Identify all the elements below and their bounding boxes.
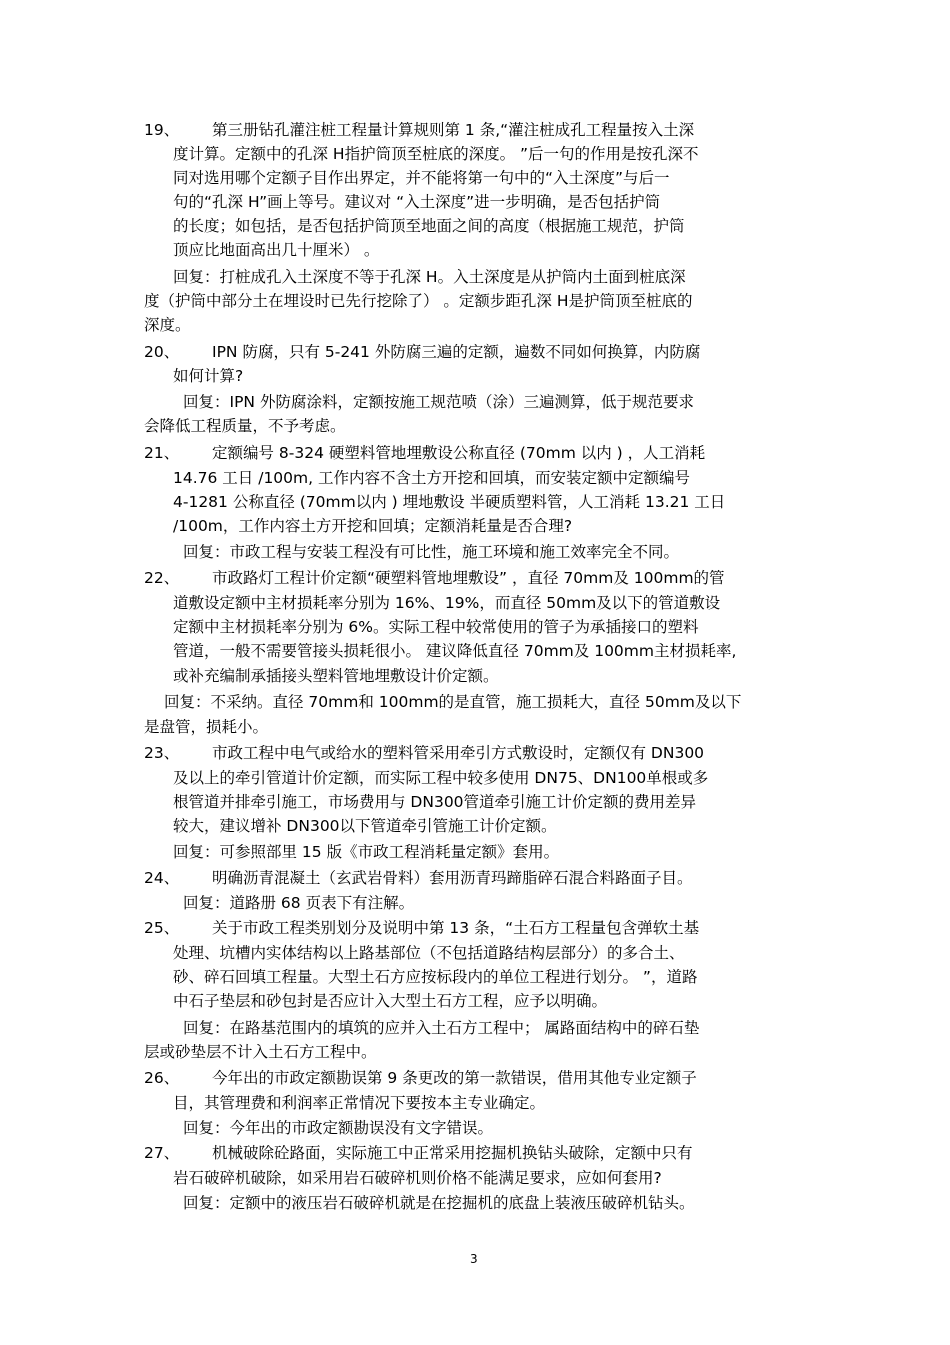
item-number: 22、: [144, 569, 180, 587]
question-line: 及以上的牵引管道计价定额，而实际工程中较多使用 DN75、DN100单根或多: [173, 769, 709, 787]
question-line: 道敷设定额中主材损耗率分别为 16%、19%，而直径 50mm及以下的管道敷设: [173, 594, 721, 612]
question-line: 市政工程中电气或给水的塑料管采用牵引方式敷设时，定额仅有 DN300: [212, 744, 705, 762]
question-line: 市政路灯工程计价定额“硬塑料管地埋敷设” ，直径 70mm及 100mm的管: [212, 569, 725, 587]
item-number: 26、: [144, 1069, 180, 1087]
reply-line: 回复：打桩成孔入土深度不等于孔深 H。入土深度是从护筒内土面到桩底深: [173, 268, 686, 286]
question-line: 句的“孔深 H”画上等号。建议对 “入土深度”进一步明确，是否包括护筒: [173, 193, 661, 211]
question-line: 处理、坑槽内实体结构以上路基部位（不包括道路结构层部分）的多合土、: [173, 944, 685, 962]
reply-line: 深度。: [144, 316, 191, 334]
reply-line: 回复：可参照部里 15 版《市政工程消耗量定额》套用。: [173, 843, 560, 861]
item-number: 19、: [144, 121, 180, 139]
question-line: 目，其管理费和利润率正常情况下要按本主专业确定。: [173, 1094, 546, 1112]
page-number: 3: [470, 1252, 478, 1266]
reply-line: 回复：不采纳。直径 70mm和 100mm的是直管，施工损耗大，直径 50mm及以下: [164, 693, 742, 711]
item-number: 27、: [144, 1144, 180, 1162]
item-number: 21、: [144, 444, 180, 462]
question-line: 管道，一般不需要管接头损耗很小。 建议降低直径 70mm及 100mm主材损耗率,: [173, 642, 737, 660]
question-line: 定额中主材损耗率分别为 6%。实际工程中较常使用的管子为承插接口的塑料: [173, 618, 699, 636]
question-line: 今年出的市政定额勘误第 9 条更改的第一款错误，借用其他专业定额子: [212, 1069, 697, 1087]
reply-line: 回复：市政工程与安装工程没有可比性，施工环境和施工效率完全不同。: [183, 543, 680, 561]
reply-line: 回复：定额中的液压岩石破碎机就是在挖掘机的底盘上装液压破碎机钻头。: [183, 1194, 695, 1212]
question-line: IPN 防腐，只有 5-241 外防腐三遍的定额，遍数不同如何换算，内防腐: [212, 343, 701, 361]
question-line: 14.76 工日 /100m, 工作内容不含土方开挖和回填，而安装定额中定额编号: [173, 469, 690, 487]
question-line: 第三册钻孔灌注桩工程量计算规则第 1 条,“灌注桩成孔工程量按入土深: [212, 121, 695, 139]
question-line: 度计算。定额中的孔深 H指护筒顶至桩底的深度。 ”后一句的作用是按孔深不: [173, 145, 699, 163]
question-line: 如何计算?: [173, 367, 244, 385]
question-line: 明确沥青混凝土（玄武岩骨料）套用沥青玛蹄脂碎石混合料路面子目。: [212, 869, 693, 887]
question-line: 定额编号 8-324 硬塑料管地埋敷设公称直径 (70mm 以内 ) ，人工消耗: [212, 444, 706, 462]
question-line: 较大，建议增补 DN300以下管道牵引管施工计价定额。: [173, 817, 557, 835]
reply-line: 回复：今年出的市政定额勘误没有文字错误。: [183, 1119, 494, 1137]
item-number: 23、: [144, 744, 180, 762]
question-line: /100m，工作内容土方开挖和回填；定额消耗量是否合理?: [173, 517, 573, 535]
question-line: 同对选用哪个定额子目作出界定，并不能将第一句中的“入土深度”与后一: [173, 169, 670, 187]
question-line: 或补充编制承插接头塑料管地埋敷设计价定额。: [173, 667, 499, 685]
reply-line: 层或砂垫层不计入土石方工程中。: [144, 1043, 377, 1061]
reply-line: 度（护筒中部分土在埋设时已先行挖除了） 。定额步距孔深 H是护筒顶至桩底的: [144, 292, 693, 310]
question-line: 机械破除砼路面，实际施工中正常采用挖掘机换钻头破除，定额中只有: [212, 1144, 693, 1162]
question-line: 岩石破碎机破除，如采用岩石破碎机则价格不能满足要求，应如何套用?: [173, 1169, 662, 1187]
question-line: 中石子垫层和砂包封是否应计入大型土石方工程，应予以明确。: [173, 992, 608, 1010]
reply-line: 回复：道路册 68 页表下有注解。: [183, 894, 415, 912]
reply-line: 是盘管，损耗小。: [144, 718, 269, 736]
question-line: 根管道并排牵引施工，市场费用与 DN300管道牵引施工计价定额的费用差异: [173, 793, 697, 811]
question-line: 的长度；如包括，是否包括护筒顶至地面之间的高度（根据施工规范，护筒: [173, 217, 685, 235]
reply-line: 回复：在路基范围内的填筑的应并入土石方工程中； 属路面结构中的碎石垫: [183, 1019, 700, 1037]
item-number: 24、: [144, 869, 180, 887]
reply-line: 会降低工程质量，不予考虑。: [144, 417, 346, 435]
reply-line: 回复：IPN 外防腐涂料，定额按施工规范喷（涂）三遍测算，低于规范要求: [183, 393, 694, 411]
question-line: 4-1281 公称直径 (70mm以内 ) 埋地敷设 半硬质塑料管，人工消耗 13.21 工日: [173, 493, 726, 511]
question-line: 顶应比地面高出几十厘米） 。: [173, 241, 380, 259]
item-number: 25、: [144, 919, 180, 937]
question-line: 关于市政工程类别划分及说明中第 13 条，“土石方工程量包含弹软土基: [212, 919, 700, 937]
question-line: 砂、碎石回填工程量。大型土石方应按标段内的单位工程进行划分。 ”，道路: [173, 968, 698, 986]
item-number: 20、: [144, 343, 180, 361]
